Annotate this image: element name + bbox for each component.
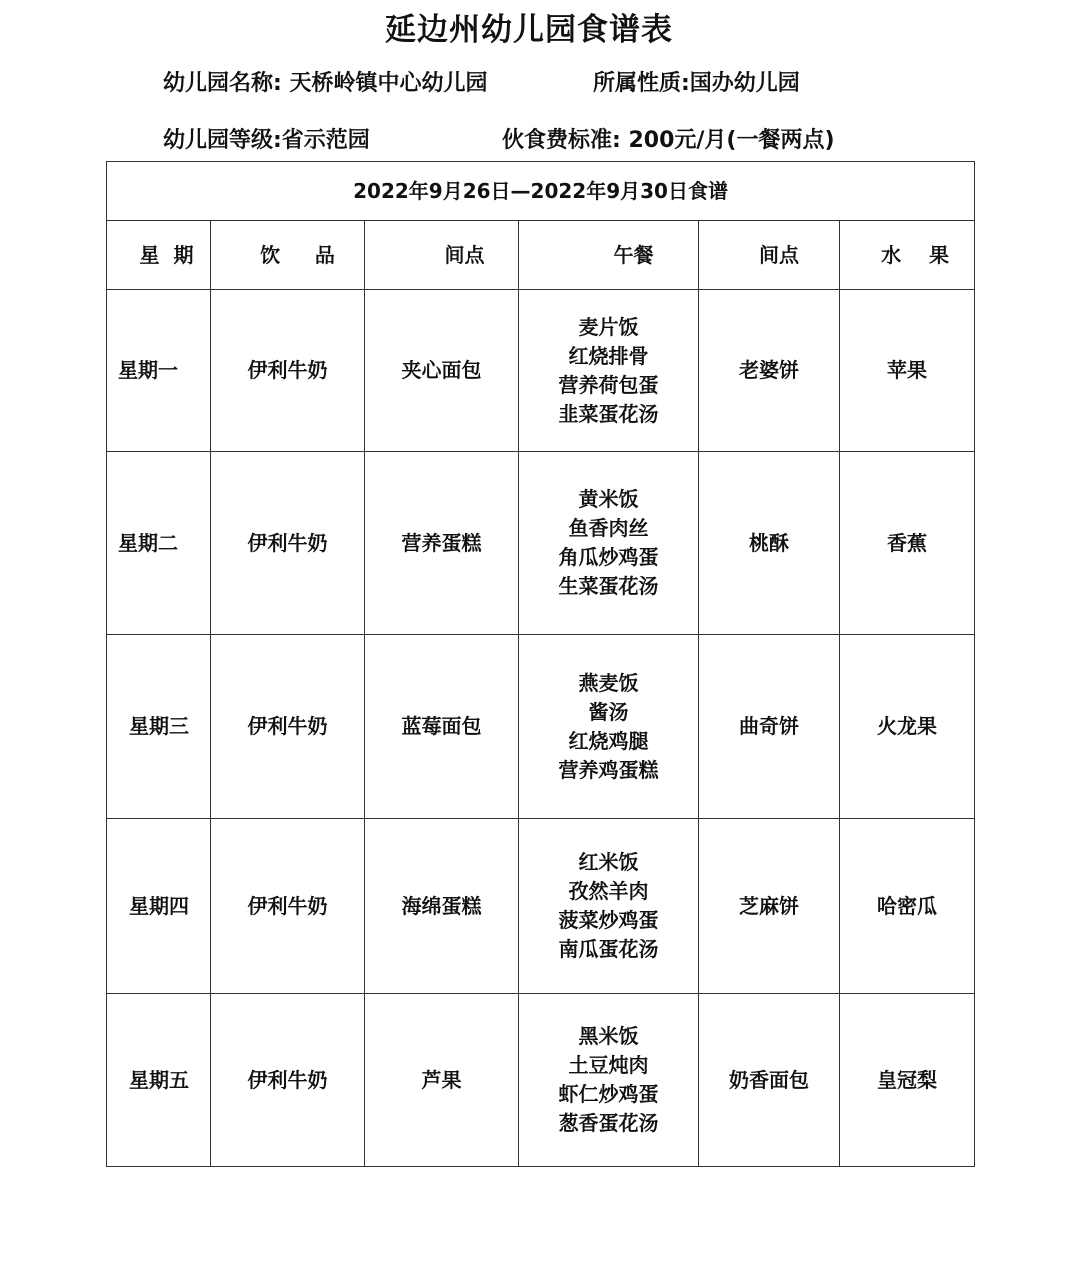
column-header-day: 星 期: [107, 221, 211, 290]
lunch-item: 红烧鸡腿: [568, 728, 649, 753]
morning-snack-cell: 芦果: [365, 994, 519, 1167]
meal-fee-standard: 伙食费标准: 200元/月(一餐两点): [502, 128, 835, 153]
column-header-snack-morning: 间点: [365, 221, 519, 290]
lunch-cell: [519, 819, 699, 994]
drink-cell: 伊利牛奶: [211, 994, 365, 1167]
day-cell: 星期一: [107, 290, 211, 452]
lunch-item: 南瓜蛋花汤: [558, 937, 659, 961]
table-row: [107, 819, 975, 994]
afternoon-snack-cell: 老婆饼: [699, 290, 840, 452]
afternoon-snack-cell: 曲奇饼: [699, 635, 840, 819]
morning-snack-cell: 海绵蛋糕: [365, 819, 519, 994]
column-header-row: [107, 221, 975, 290]
lunch-item: 土豆炖肉: [568, 1053, 649, 1077]
kindergarten-name: 幼儿园名称: 天桥岭镇中心幼儿园: [163, 71, 488, 96]
lunch-item: 酱汤: [588, 699, 629, 724]
lunch-item: 孜然羊肉: [568, 879, 649, 903]
lunch-cell: [519, 290, 699, 452]
lunch-item: 菠菜炒鸡蛋: [558, 908, 659, 932]
lunch-item: 黄米饭: [578, 487, 639, 511]
fruit-cell: 火龙果: [840, 635, 975, 819]
table-row: [107, 290, 975, 452]
date-range-header: 2022年9月26日—2022年9月30日食谱: [107, 162, 975, 221]
day-cell: 星期四: [107, 819, 211, 994]
day-cell: 星期三: [107, 635, 211, 819]
lunch-cell: [519, 994, 699, 1167]
fruit-cell: 香蕉: [840, 452, 975, 635]
column-header-lunch: 午餐: [519, 221, 699, 290]
kindergarten-nature: 所属性质:国办幼儿园: [593, 71, 800, 96]
drink-cell: 伊利牛奶: [211, 819, 365, 994]
column-header-drink: 饮 品: [211, 221, 365, 290]
afternoon-snack-cell: 桃酥: [699, 452, 840, 635]
lunch-item: 营养鸡蛋糕: [558, 757, 659, 782]
lunch-item: 角瓜炒鸡蛋: [558, 545, 659, 569]
table-row: [107, 994, 975, 1167]
lunch-item: 燕麦饭: [578, 670, 639, 695]
kindergarten-level: 幼儿园等级:省示范园: [163, 128, 370, 153]
morning-snack-cell: 蓝莓面包: [365, 635, 519, 819]
lunch-item: 韭菜蛋花汤: [558, 401, 659, 426]
morning-snack-cell: 夹心面包: [365, 290, 519, 452]
lunch-item: 鱼香肉丝: [568, 516, 649, 540]
lunch-item: 虾仁炒鸡蛋: [558, 1082, 659, 1106]
column-header-fruit: 水 果: [840, 221, 975, 290]
lunch-item: 生菜蛋花汤: [558, 574, 659, 598]
afternoon-snack-cell: 芝麻饼: [699, 819, 840, 994]
menu-table: [106, 161, 975, 1167]
fruit-cell: 哈密瓜: [840, 819, 975, 994]
lunch-cell: [519, 452, 699, 635]
lunch-item: 红烧排骨: [568, 343, 649, 368]
fruit-cell: 皇冠梨: [840, 994, 975, 1167]
lunch-cell: [519, 635, 699, 819]
afternoon-snack-cell: 奶香面包: [699, 994, 840, 1167]
lunch-item: 黑米饭: [578, 1024, 639, 1048]
day-cell: 星期五: [107, 994, 211, 1167]
drink-cell: 伊利牛奶: [211, 635, 365, 819]
lunch-item: 葱香蛋花汤: [558, 1111, 659, 1135]
fruit-cell: 苹果: [840, 290, 975, 452]
lunch-item: 麦片饭: [578, 314, 639, 339]
day-cell: 星期二: [107, 452, 211, 635]
table-row: [107, 452, 975, 635]
lunch-item: 营养荷包蛋: [558, 372, 659, 397]
column-header-snack-afternoon: 间点: [699, 221, 840, 290]
drink-cell: 伊利牛奶: [211, 290, 365, 452]
page-title: 延边州幼儿园食谱表: [385, 12, 673, 48]
table-row: [107, 635, 975, 819]
morning-snack-cell: 营养蛋糕: [365, 452, 519, 635]
lunch-item: 红米饭: [578, 850, 639, 874]
drink-cell: 伊利牛奶: [211, 452, 365, 635]
